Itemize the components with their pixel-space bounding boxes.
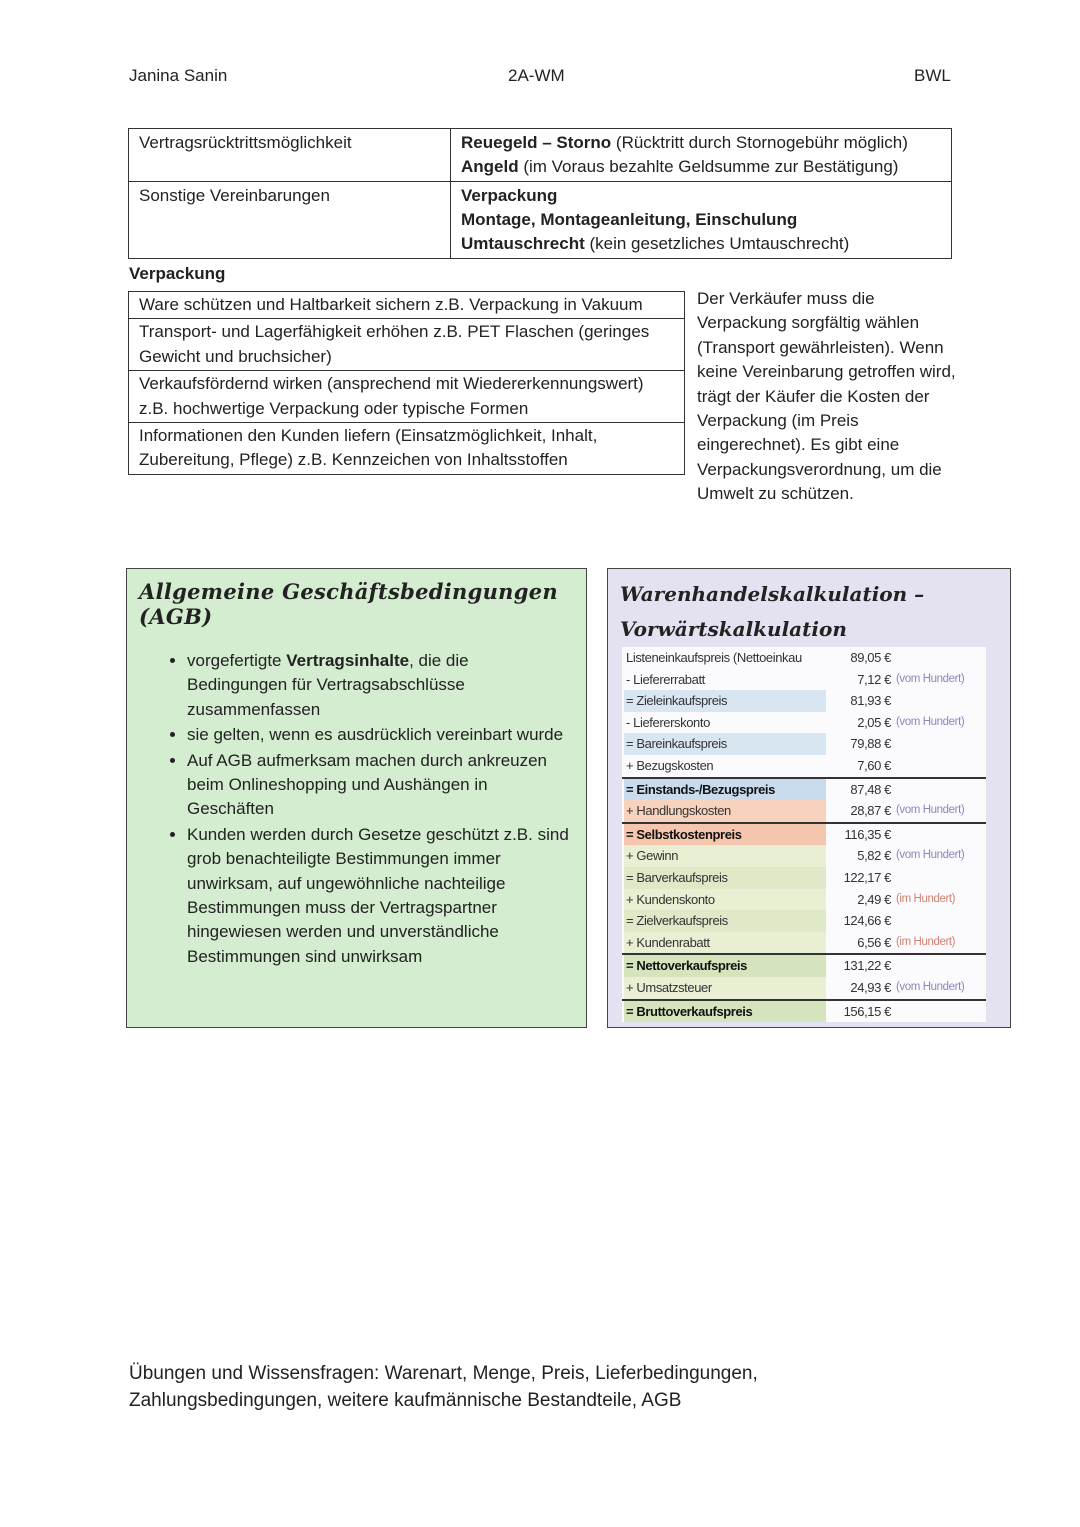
table-row (622, 845, 986, 867)
calc-label: + Gewinn (624, 845, 826, 867)
table-row (129, 319, 685, 371)
calculation-box (607, 568, 1011, 1028)
packaging-item: Informationen den Kunden liefern (Einsatzmöglichkeit, Inhalt, Zubereitung, Pflege) z.B. Kennzeichen von Inhaltsstoffen (129, 423, 685, 475)
calc-value: 2,49 € (857, 891, 891, 907)
agb-list (127, 649, 572, 969)
list-item: • Kunden werden durch Gesetze geschützt z.B. sind grob benachteiligte Bestimmungen immer unwirksam, auf ungewöhnliche nachteilige Bestimmungen muss der Vertragspartner hingewiesen werden und unverständliche Bestimmungen sind unwirksam (187, 823, 572, 969)
row-label: Sonstige Vereinbarungen (129, 182, 451, 259)
calc-value: 116,35 € (844, 826, 891, 842)
row-content: Verpackung Montage, Montageanleitung, Einschulung Umtauschrecht (kein gesetzliches Umtauschrecht) (451, 182, 952, 259)
calc-value: 7,60 € (857, 757, 891, 773)
table-row (622, 999, 986, 1023)
row-content: Reuegeld – Storno (Rücktritt durch Stornogebühr möglich) Angeld (im Voraus bezahlte Geldsumme zur Bestätigung) (451, 129, 952, 182)
calc-value: 6,56 € (857, 934, 891, 950)
calc-note: (vom Hundert) (896, 672, 965, 685)
calc-note: (vom Hundert) (896, 715, 965, 728)
class-label: 2A-WM (508, 66, 565, 85)
table-row (129, 129, 952, 182)
calc-value: 156,15 € (843, 1003, 891, 1019)
calc-value: 131,22 € (843, 958, 891, 974)
table-row (622, 822, 986, 846)
packaging-table (128, 291, 685, 475)
table-row (622, 712, 986, 734)
table-row (129, 182, 952, 259)
calc-label: = Nettoverkaufspreis (624, 955, 826, 977)
table-row (622, 647, 986, 669)
table-row (622, 669, 986, 691)
calc-value: 79,88 € (850, 736, 891, 752)
calc-label: Listeneinkaufspreis (Nettoeinkau (624, 647, 826, 669)
packaging-title: Verpackung (129, 264, 226, 283)
table-row (622, 889, 986, 911)
calc-value: 2,05 € (857, 714, 891, 730)
calc-label: - Liefererrabatt (624, 669, 826, 691)
table-row (622, 977, 986, 999)
calc-label: + Handlungskosten (624, 800, 826, 822)
agb-box (126, 568, 587, 1028)
calc-value: 28,87 € (850, 803, 891, 819)
calc-label: = Selbstkostenpreis (624, 824, 826, 846)
calc-label: = Zielverkaufspreis (624, 910, 826, 932)
author-name: Janina Sanin (129, 66, 228, 85)
calc-label: + Kundenrabatt (624, 932, 826, 954)
packaging-note: Der Verkäufer muss die Verpackung sorgfältig wählen (Transport gewährleisten). Wenn keine Vereinbarung getroffen wird, trägt der Käufer die Kosten der Verpackung (im Preis eingerechnet). Es gibt eine Verpackungsverordnung, um die Umwelt zu schützen. (697, 289, 956, 504)
list-item: • sie gelten, wenn es ausdrücklich vereinbart wurde (187, 723, 572, 747)
table-row (622, 690, 986, 712)
list-item: • Auf AGB aufmerksam machen durch ankreuzen beim Onlineshopping und Aushängen in Geschäften (187, 749, 572, 822)
calc-note: (im Hundert) (896, 935, 956, 948)
calc-value: 5,82 € (857, 848, 891, 864)
calc-value: 87,48 € (850, 781, 891, 797)
contract-terms-table (128, 128, 952, 259)
calc-label: + Umsatzsteuer (624, 977, 826, 999)
table-row (622, 755, 986, 777)
calc-note: (im Hundert) (896, 892, 956, 905)
calc-note: (vom Hundert) (896, 804, 965, 817)
agb-title: Allgemeine Geschäftsbedingungen (AGB) (139, 579, 558, 629)
calc-note: (vom Hundert) (896, 849, 965, 862)
table-row (622, 800, 986, 822)
table-row (622, 733, 986, 755)
exercise-topics: Übungen und Wissensfragen: Warenart, Menge, Preis, Lieferbedingungen, Zahlungsbedingungen, weitere kaufmännische Bestandteile, AGB (129, 1363, 758, 1411)
subject-label: BWL (914, 66, 951, 85)
table-row (622, 867, 986, 889)
calc-value: 7,12 € (857, 671, 891, 687)
table-row (129, 292, 685, 319)
calc-note: (vom Hundert) (896, 980, 965, 993)
calc-label: = Einstands-/Bezugspreis (624, 779, 826, 801)
calc-label: = Bareinkaufspreis (624, 733, 826, 755)
calc-label: = Barverkaufspreis (624, 867, 826, 889)
row-label: Vertragsrücktrittsmöglichkeit (129, 129, 451, 182)
calc-value: 89,05 € (850, 650, 891, 665)
calc-label: - Liefererskonto (624, 712, 826, 734)
packaging-item: Ware schützen und Haltbarkeit sichern z.B. Verpackung in Vakuum (129, 292, 685, 319)
calc-value: 81,93 € (850, 693, 891, 709)
calculation-title: Warenhandelskalkulation – Vorwärtskalkulation (620, 582, 925, 641)
list-item: • vorgefertigte Vertragsinhalte, die die Bedingungen für Vertragsabschlüsse zusammenfassen (187, 649, 572, 722)
calc-label: + Kundenskonto (624, 889, 826, 911)
table-row (622, 777, 986, 801)
table-row (129, 371, 685, 423)
calc-label: + Bezugskosten (624, 755, 826, 777)
calculation-table (622, 647, 986, 1022)
table-row (622, 932, 986, 954)
packaging-item: Verkaufsfördernd wirken (ansprechend mit Wiedererkennungswert) z.B. hochwertige Verpackung oder typische Formen (129, 371, 685, 423)
table-row (622, 910, 986, 932)
calc-label: = Bruttoverkaufspreis (624, 1001, 826, 1023)
packaging-item: Transport- und Lagerfähigkeit erhöhen z.B. PET Flaschen (geringes Gewicht und bruchsicher) (129, 319, 685, 371)
table-row (129, 423, 685, 475)
calc-value: 124,66 € (843, 913, 891, 929)
calc-label: = Zieleinkaufspreis (624, 690, 826, 712)
calc-value: 24,93 € (850, 979, 891, 995)
table-row (622, 953, 986, 977)
calc-value: 122,17 € (843, 869, 891, 885)
